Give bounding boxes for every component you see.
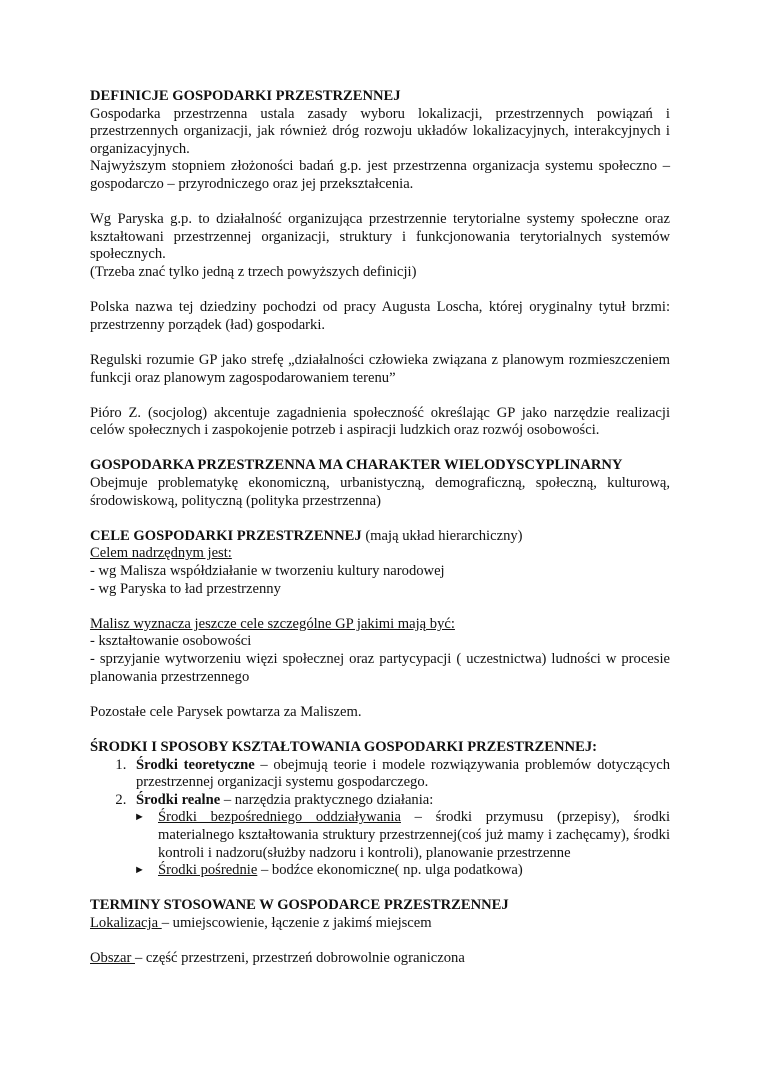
means-list	[90, 757, 670, 810]
document-page	[90, 88, 670, 968]
term-line	[90, 915, 670, 933]
heading-multidisciplinary: GOSPODARKA PRZESTRZENNA MA CHARAKTER WIELODYSCYPLINARNY	[90, 457, 623, 474]
heading-goals-line	[90, 528, 670, 546]
list-item-bold: Środki realne	[136, 791, 221, 808]
list-line: - sprzyjanie wytworzeniu więzi społecznej oraz partycypacji ( uczestnictwa) ludności w procesie planowania przestrzennego	[90, 651, 670, 685]
paragraph: Gospodarka przestrzenna ustala zasady wyboru lokalizacji, przestrzennych powiązań i przestrzennych organizacji, jak również dróg rozwoju układów lokalizacyjnych, interakcyjnych i organizacyjnych.	[90, 105, 670, 157]
paragraph: Pozostałe cele Parysek powtarza za Maliszem.	[90, 703, 362, 720]
paragraph: Wg Paryska g.p. to działalność organizująca przestrzennie terytorialne systemy społeczne oraz kształtowani przestrzennej organizacji, struktury i funkcjonowania terytorialnych systemów społecznych.	[90, 211, 670, 263]
list-line: - kształtowanie osobowości	[90, 633, 252, 650]
paragraph: Obejmuje problematykę ekonomiczną, urbanistyczną, demograficzną, społeczną, kulturową, środowiskową, polityczną (polityka przestrzenna)	[90, 475, 670, 509]
paragraph: (Trzeba znać tylko jedną z trzech powyższych definicji)	[90, 263, 417, 280]
list-line: - wg Malisza współdziałanie w tworzeniu kultury narodowej	[90, 563, 445, 580]
list-item	[130, 792, 670, 810]
list-item-text: – obejmują teorie i modele rozwiązywania problemów dotyczących przestrzennej organizacji systemu gospodarczego.	[136, 756, 670, 791]
term: Obszar	[90, 950, 135, 967]
heading-means: ŚRODKI I SPOSOBY KSZTAŁTOWANIA GOSPODARKI PRZESTRZENNEJ:	[90, 738, 597, 755]
bullet-term: Środki pośrednie	[158, 862, 258, 879]
bullet-item	[134, 862, 670, 880]
paragraph: Najwyższym stopniem złożoności badań g.p. jest przestrzenna organizacja systemu społeczno – gospodarczo – przyrodniczego oraz jej przekształcenia.	[90, 158, 670, 192]
list-item-text: – narzędzia praktycznego działania:	[220, 791, 434, 808]
heading-goals: CELE GOSPODARKI PRZESTRZENNEJ	[90, 527, 362, 544]
triangle-bullet-icon: ►	[134, 811, 145, 824]
bullet-term: Środki bezpośredniego oddziaływania	[158, 809, 401, 826]
bullet-text: – środki przymusu (przepisy), środki materialnego kształtowania struktury przestrzennej(coś już mamy i zachęcamy), środki kontroli i nadzoru(służby nadzoru i kontroli), planowanie przestrzenne	[158, 809, 670, 861]
bullet-item	[134, 809, 670, 862]
triangle-bullet-icon: ►	[134, 864, 145, 877]
list-line: - wg Paryska to ład przestrzenny	[90, 580, 281, 597]
bullet-text: – bodźce ekonomiczne( np. ulga podatkowa)	[257, 862, 523, 879]
subheading: Celem nadrzędnym jest:	[90, 545, 232, 562]
paragraph: Pióro Z. (socjolog) akcentuje zagadnienia społeczność określając GP jako narzędzie realizacji celów społecznych i zaspokojenie potrzeb i aspiracji ludzkich oraz rozwój osobowości.	[90, 404, 670, 439]
paragraph: Polska nazwa tej dziedziny pochodzi od pracy Augusta Loscha, której oryginalny tytuł brzmi: przestrzenny porządek (ład) gospodarki.	[90, 299, 670, 333]
term-definition: – umiejscowienie, łączenie z jakimś miejscem	[161, 914, 432, 931]
paragraph: Regulski rozumie GP jako strefę „działalności człowieka związana z planowym rozmieszczeniem funkcji oraz planowym zagospodarowaniem terenu”	[90, 351, 670, 386]
list-item-bold: Środki teoretyczne	[136, 756, 255, 773]
term-definition: – część przestrzeni, przestrzeń dobrowolnie ograniczona	[134, 950, 465, 967]
heading-terms: TERMINY STOSOWANE W GOSPODARCE PRZESTRZENNEJ	[90, 897, 509, 914]
heading-goals-note: (mają układ hierarchiczny)	[361, 527, 523, 544]
subheading: Malisz wyznacza jeszcze cele szczególne GP jakimi mają być:	[90, 615, 455, 632]
means-sublist	[90, 809, 670, 879]
term: Lokalizacja	[90, 914, 162, 931]
term-line	[90, 950, 670, 968]
list-item	[130, 757, 670, 792]
heading-definitions: DEFINICJE GOSPODARKI PRZESTRZENNEJ	[90, 88, 401, 104]
